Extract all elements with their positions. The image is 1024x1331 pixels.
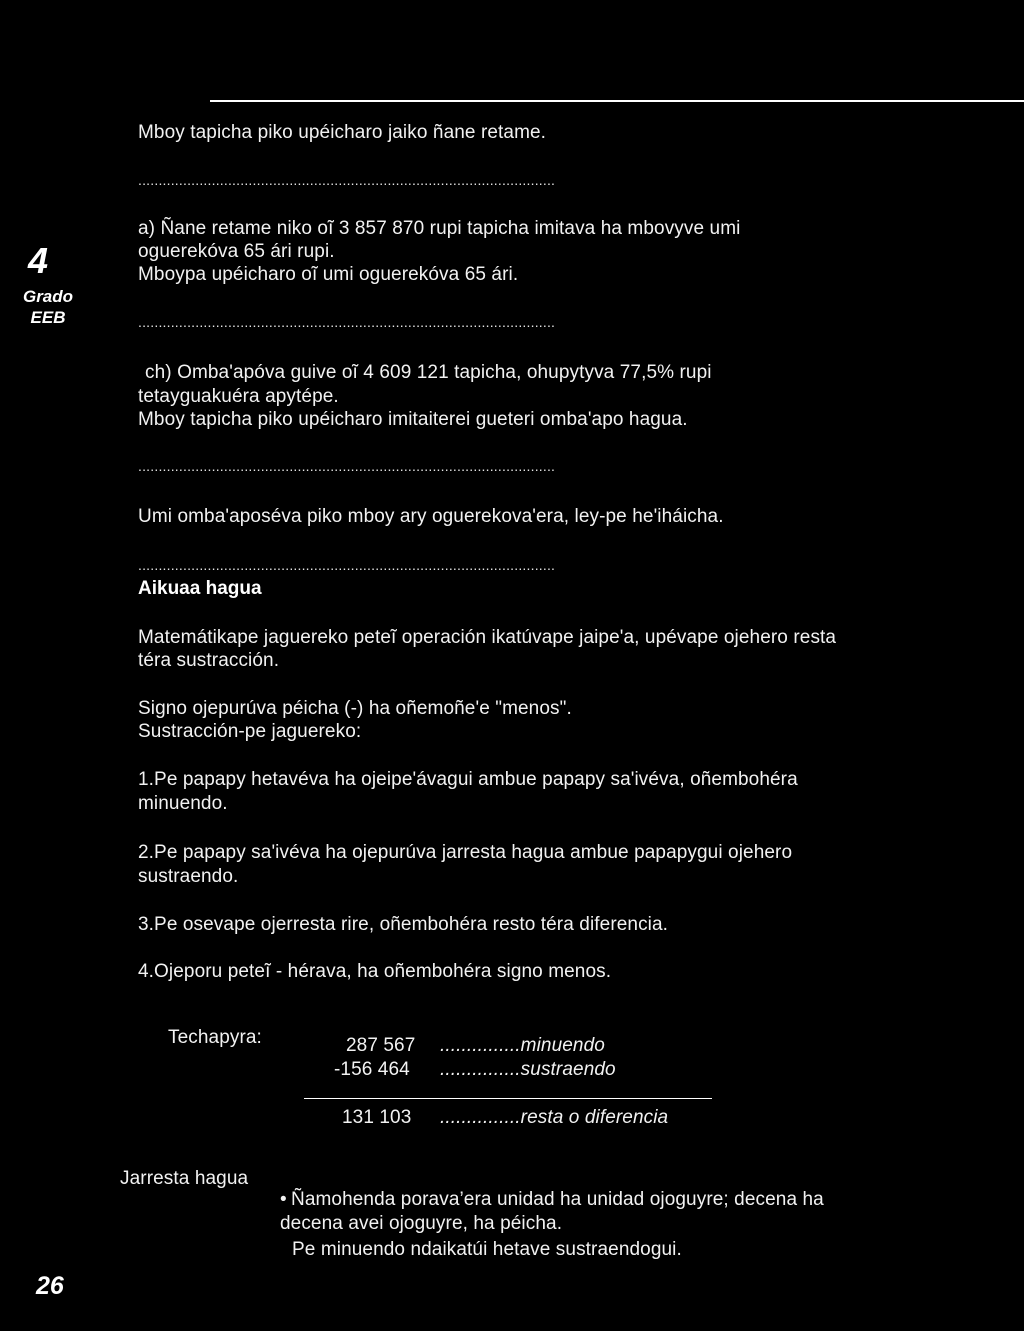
answer-line: ...................................................................................................... xyxy=(138,557,556,573)
intro-question: Mboy tapicha piko upéicharo jaiko ñane retame. xyxy=(138,122,547,143)
subtrahend-value: -156 464 xyxy=(334,1059,410,1080)
grade-number: 4 xyxy=(28,240,49,281)
step-4: 4.Ojeporu peteĩ - hérava, ha oñembohéra signo menos. xyxy=(138,961,612,982)
answer-line: ...................................................................................................... xyxy=(138,172,556,188)
item-ch-line3: Mboy tapicha piko upéicharo imitaiterei gueteri omba'apo hagua. xyxy=(138,409,688,430)
section-p1-line2: téra sustracción. xyxy=(138,650,280,671)
howto-line3: Pe minuendo ndaikatúi hetave sustraendogui. xyxy=(292,1239,682,1260)
answer-line: ...................................................................................................... xyxy=(138,458,556,474)
result-label: ...............resta o diferencia xyxy=(440,1107,669,1128)
item-ch-line2: tetayguakuéra apytépe. xyxy=(138,386,339,407)
top-divider xyxy=(210,100,1024,102)
section-p2-line2: Sustracción-pe jaguereko: xyxy=(138,721,362,742)
example-label: Techapyra: xyxy=(168,1027,262,1048)
step-2-line2: sustraendo. xyxy=(138,866,239,887)
answer-line: ...................................................................................................... xyxy=(138,314,556,330)
question-2: Umi omba'aposéva piko mboy ary oguerekova'era, ley-pe he'iháicha. xyxy=(138,506,724,527)
step-3: 3.Pe osevape ojerresta rire, oñembohéra resto téra diferencia. xyxy=(138,914,669,935)
item-a-line2: oguerekóva 65 ári rupi. xyxy=(138,241,335,262)
section-p2-line1: Signo ojepurúva péicha (-) ha oñemoñe'e "menos". xyxy=(138,698,572,719)
minuend-value: 287 567 xyxy=(346,1035,416,1056)
item-ch-line1: ch) Omba'apóva guive oĩ 4 609 121 tapicha, ohupytyva 77,5% rupi xyxy=(145,362,712,383)
section-p1-line1: Matemátikape jaguereko peteĩ operación ikatúvape jaipe'a, upévape ojehero resta xyxy=(138,627,837,648)
step-2-line1: 2.Pe papapy sa'ivéva ha ojepurúva jarresta hagua ambue papapygui ojehero xyxy=(138,842,793,863)
subtraction-line xyxy=(304,1098,712,1099)
step-1-line2: minuendo. xyxy=(138,793,228,814)
section-heading: Aikuaa hagua xyxy=(138,578,262,599)
minuend-label: ...............minuendo xyxy=(440,1035,605,1056)
bullet-icon: • xyxy=(280,1189,287,1210)
howto-bullet-line1: Ñamohenda porava’era unidad ha unidad ojoguyre; decena ha xyxy=(291,1189,824,1210)
subtrahend-label: ...............sustraendo xyxy=(440,1059,616,1080)
item-a-line3: Mboypa upéicharo oĩ umi oguerekóva 65 ári. xyxy=(138,264,519,285)
page-number: 26 xyxy=(36,1272,64,1300)
level-label: EEB xyxy=(30,308,66,327)
item-a-line1: a) Ñane retame niko oĩ 3 857 870 rupi tapicha imitava ha mbovyve umi xyxy=(138,218,741,239)
howto-label: Jarresta hagua xyxy=(120,1168,249,1189)
step-1-line1: 1.Pe papapy hetavéva ha ojeipe'ávagui ambue papapy sa'ivéva, oñembohéra xyxy=(138,769,798,790)
howto-bullet-line2: decena avei ojoguyre, ha péicha. xyxy=(280,1213,563,1234)
result-value: 131 103 xyxy=(342,1107,412,1128)
grade-label: Grado xyxy=(22,287,74,306)
